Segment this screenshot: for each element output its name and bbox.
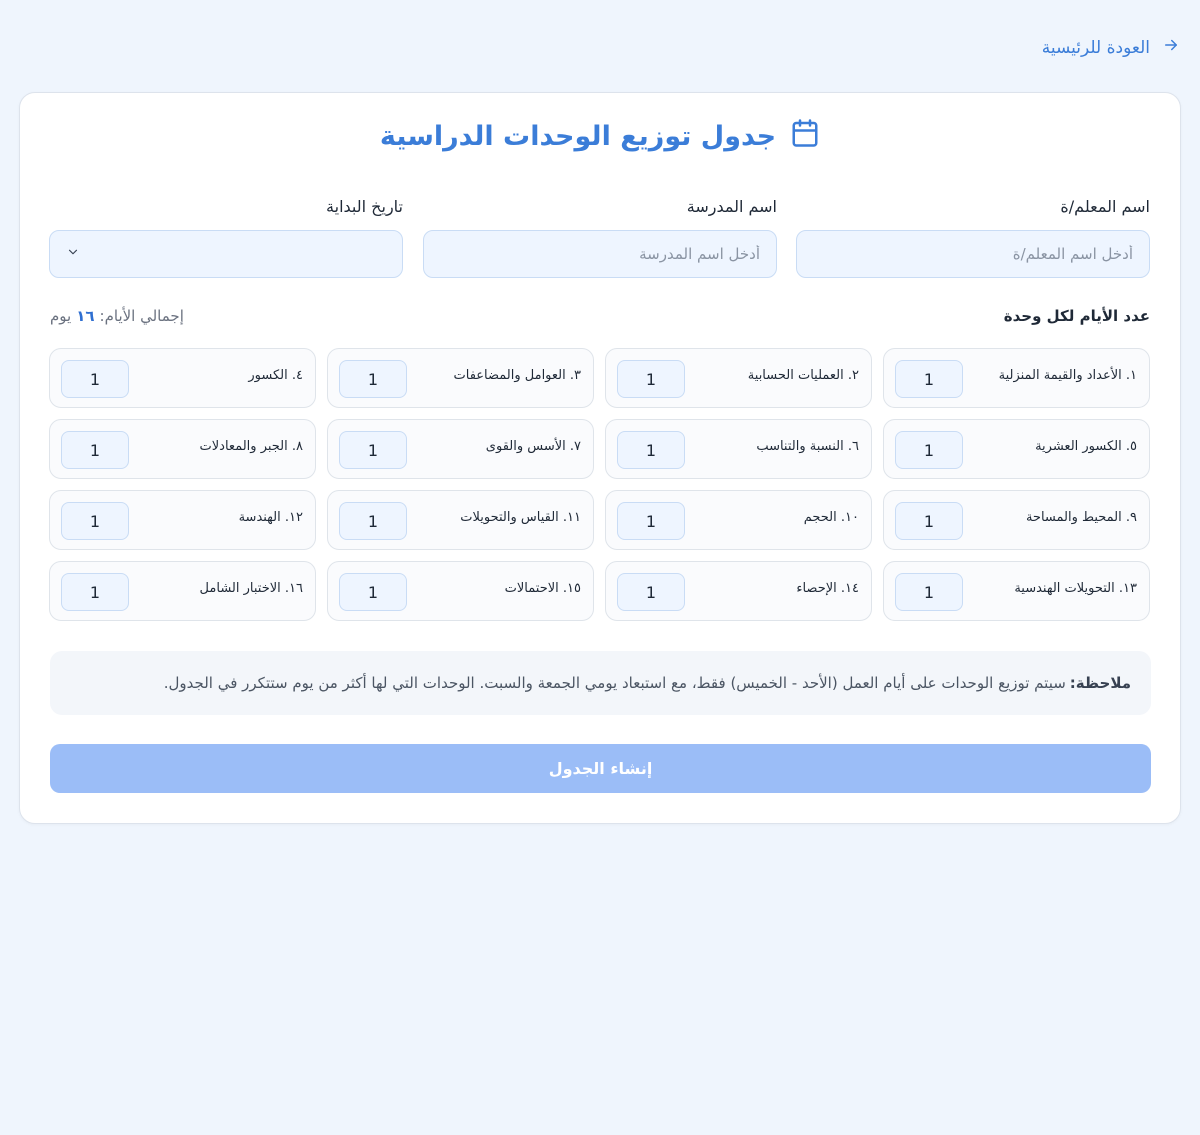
teacher-name-input[interactable] (796, 230, 1150, 278)
start-date-input[interactable] (49, 230, 403, 278)
units-section-label: عدد الأيام لكل وحدة (1003, 307, 1150, 325)
unit-card (327, 561, 594, 621)
calendar-icon (790, 118, 820, 155)
unit-days-input[interactable] (61, 431, 129, 469)
schedule-note (50, 651, 1151, 715)
unit-days-input[interactable] (895, 360, 963, 398)
unit-card (605, 348, 872, 408)
unit-days-input[interactable] (61, 573, 129, 611)
unit-label: ١٥. الاحتمالات (504, 581, 581, 596)
unit-label: ١٣. التحويلات الهندسية (1014, 581, 1137, 596)
chevron-down-icon (66, 245, 80, 263)
unit-card (327, 419, 594, 479)
unit-label: ١. الأعداد والقيمة المنزلية (998, 368, 1137, 383)
page-title-row (0, 118, 1200, 155)
unit-days-input[interactable] (61, 360, 129, 398)
unit-label: ٧. الأسس والقوى (485, 439, 581, 454)
school-name-input[interactable] (423, 230, 777, 278)
unit-label: ١٦. الاختبار الشامل (199, 581, 303, 596)
note-text: سيتم توزيع الوحدات على أيام العمل (الأحد - الخميس) فقط، مع استبعاد يومي الجمعة والسبت. الوحدات التي لها أكثر من يوم ستتكرر في الجدول. (163, 674, 1066, 692)
unit-label: ١٤. الإحصاء (796, 581, 859, 596)
unit-card (605, 490, 872, 550)
back-to-home-link[interactable] (1042, 36, 1180, 59)
unit-card (49, 348, 316, 408)
unit-days-input[interactable] (617, 573, 685, 611)
total-days-value: ١٦ (76, 307, 95, 325)
unit-card (49, 419, 316, 479)
unit-card (605, 419, 872, 479)
teacher-name-label: اسم المعلم/ة (1060, 197, 1150, 216)
unit-card (605, 561, 872, 621)
unit-label: ١٢. الهندسة (238, 510, 303, 525)
unit-days-input[interactable] (895, 573, 963, 611)
unit-days-input[interactable] (617, 360, 685, 398)
unit-card (327, 490, 594, 550)
unit-card (49, 490, 316, 550)
unit-label: ٩. المحيط والمساحة (1025, 510, 1137, 525)
unit-card (49, 561, 316, 621)
unit-days-input[interactable] (61, 502, 129, 540)
unit-card (883, 490, 1150, 550)
unit-days-input[interactable] (339, 431, 407, 469)
unit-days-input[interactable] (895, 502, 963, 540)
total-days-prefix: إجمالي الأيام: (99, 307, 184, 325)
back-link-label: العودة للرئيسية (1041, 37, 1150, 58)
unit-days-input[interactable] (617, 502, 685, 540)
unit-label: ١٠. الحجم (803, 510, 859, 525)
unit-label: ٦. النسبة والتناسب (756, 439, 859, 454)
start-date-label: تاريخ البداية (326, 197, 403, 216)
unit-days-input[interactable] (617, 431, 685, 469)
page-title: جدول توزيع الوحدات الدراسية (379, 121, 777, 152)
unit-label: ٥. الكسور العشرية (1035, 439, 1137, 454)
unit-days-input[interactable] (339, 573, 407, 611)
unit-card (327, 348, 594, 408)
unit-label: ٤. الكسور (248, 368, 303, 383)
total-days-suffix: يوم (50, 307, 72, 325)
unit-card (883, 348, 1150, 408)
arrow-right-icon (1162, 36, 1180, 59)
unit-label: ٢. العمليات الحسابية (747, 368, 859, 383)
unit-label: ١١. القياس والتحويلات (460, 510, 581, 525)
note-label: ملاحظة: (1069, 674, 1131, 692)
unit-card (883, 561, 1150, 621)
school-name-label: اسم المدرسة (686, 197, 777, 216)
unit-label: ٣. العوامل والمضاعفات (453, 368, 581, 383)
unit-label: ٨. الجبر والمعادلات (199, 439, 303, 454)
unit-days-input[interactable] (339, 502, 407, 540)
create-schedule-button[interactable]: إنشاء الجدول (50, 744, 1151, 793)
total-days (50, 307, 184, 325)
unit-days-input[interactable] (895, 431, 963, 469)
unit-days-input[interactable] (339, 360, 407, 398)
unit-card (883, 419, 1150, 479)
